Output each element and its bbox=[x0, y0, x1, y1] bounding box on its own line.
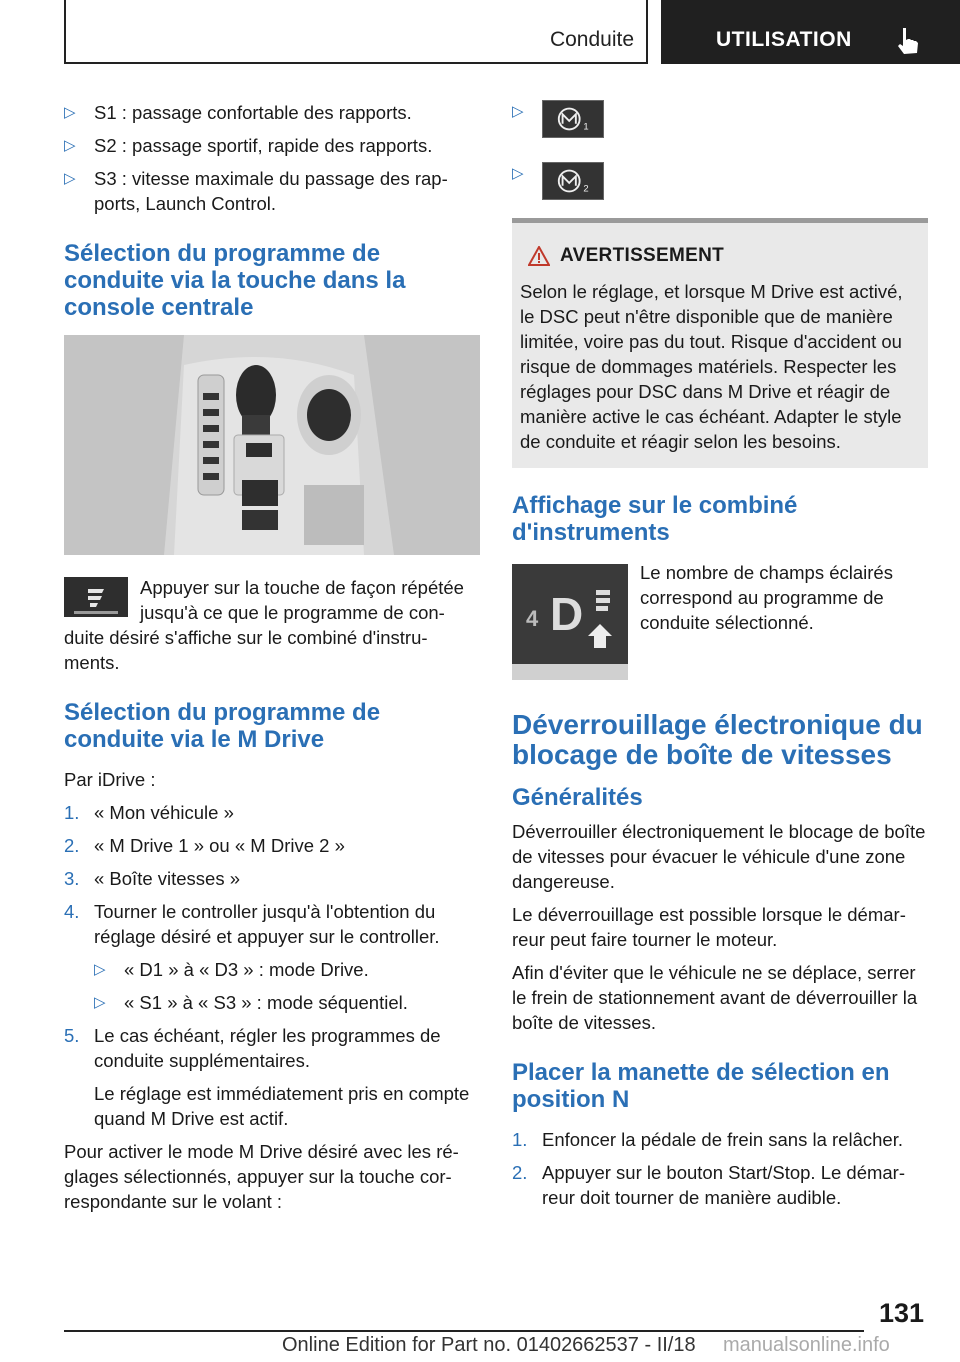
m1-button-row bbox=[512, 92, 928, 142]
warning-triangle-icon bbox=[528, 246, 550, 266]
step-item: 2. « M Drive 1 » ou « M Drive 2 » bbox=[64, 835, 345, 856]
general-paragraph: Déverrouiller électroniquement le blocage de boîte de vitesses pour évacuer le véhicule d'une zone dangereuse. bbox=[512, 821, 926, 892]
right-column bbox=[512, 100, 928, 1218]
step-continuation: Le réglage est immédiatement pris en compte quand M Drive est actif. bbox=[94, 1083, 470, 1129]
chapter-tab bbox=[661, 0, 960, 64]
step-item: 2. Appuyer sur le bouton Start/Stop. Le démar-reur doit tourner de manière audible. bbox=[512, 1162, 906, 1208]
m2-button-icon bbox=[542, 162, 604, 200]
heading-neutral-position: Placer la manette de sélection en position N bbox=[512, 1059, 890, 1113]
warning-text: Selon le réglage, et lorsque M Drive est activé, le DSC peut n'être disponible que de manière limitée, voire pas du tout. Risque d'accident ou risque de dommages matériels. Respecter les réglages pour DSC dans M Drive et réagir de manière active le cas échéant. Adapter le style de conduite et réagir selon les besoins. bbox=[520, 281, 903, 452]
sub-list-item: ▷ « D1 » à « D3 » : mode Drive. bbox=[94, 959, 369, 980]
center-console-photo bbox=[64, 335, 480, 555]
m2-button-row bbox=[512, 154, 928, 204]
triangle-bullet-icon: ▷ bbox=[64, 104, 76, 121]
warning-box bbox=[512, 218, 928, 468]
heading-console-selection: Sélection du programme de conduite via la touche dans la console centrale bbox=[64, 240, 406, 321]
heading-electronic-unlock: Déverrouillage électronique du blocage de boîte de vitesses bbox=[512, 709, 923, 770]
m1-button-icon bbox=[542, 100, 604, 138]
drive-mode-icon bbox=[64, 577, 128, 617]
svg-text:2: 2 bbox=[583, 183, 589, 195]
instrument-cluster-image bbox=[512, 564, 628, 680]
cluster-display-paragraph bbox=[512, 560, 928, 684]
footer-divider bbox=[64, 1330, 864, 1332]
svg-text:D: D bbox=[550, 588, 584, 640]
sub-list-item: ▷ « S1 » à « S3 » : mode séquentiel. bbox=[94, 992, 408, 1013]
left-column bbox=[64, 100, 480, 1222]
general-paragraph: Le déverrouillage est possible lorsque le démar-reur peut faire tourner le moteur. bbox=[512, 904, 906, 950]
heading-cluster-display: Affichage sur le combiné d'instruments bbox=[512, 492, 798, 546]
page-number: 131 bbox=[878, 1298, 924, 1328]
hand-pointer-icon bbox=[894, 26, 920, 56]
drive-mode-button-icon bbox=[64, 577, 128, 617]
triangle-bullet-icon: ▷ bbox=[512, 103, 524, 120]
general-paragraph: Afin d'éviter que le véhicule ne se déplace, serrer le frein de stationnement avant de déverrouiller la boîte de vitesses. bbox=[512, 962, 918, 1033]
step-item: 3. « Boîte vitesses » bbox=[64, 868, 241, 889]
svg-text:4: 4 bbox=[526, 606, 539, 631]
heading-mdrive-selection: Sélection du programme de conduite via le M Drive bbox=[64, 699, 381, 753]
step-item: 4. Tourner le controller jusqu'à l'obtention du réglage désiré et appuyer sur le controller. bbox=[64, 901, 440, 947]
list-item: ▷ S2 : passage sportif, rapide des rapports. bbox=[64, 135, 433, 156]
step-item: 5. Le cas échéant, régler les programmes de conduite supplémentaires. bbox=[64, 1025, 441, 1071]
edition-text: Online Edition for Part no. 01402662537 - II/18 bbox=[282, 1334, 696, 1356]
section-header-box bbox=[64, 0, 648, 64]
chapter-title: UTILISATION bbox=[716, 28, 852, 51]
step-item: 1. « Mon véhicule » bbox=[64, 802, 234, 823]
list-item: ▷ S1 : passage confortable des rapports. bbox=[64, 102, 412, 123]
list-item: ▷ S3 : vitesse maximale du passage des rap-ports, Launch Control. bbox=[64, 168, 448, 214]
cluster-display-text: Le nombre de champs éclairés correspond au programme de conduite sélectionné. bbox=[640, 562, 893, 633]
step-item: 1. Enfoncer la pédale de frein sans la relâcher. bbox=[512, 1129, 903, 1150]
section-title: Conduite bbox=[549, 28, 634, 51]
page-header bbox=[0, 0, 960, 66]
warning-title: AVERTISSEMENT bbox=[520, 243, 920, 269]
console-button-paragraph: Appuyer sur la touche de façon répétée jusqu'à ce que le programme de con-duite désiré s'affiche sur le combiné d'instru-ments. bbox=[64, 577, 464, 673]
triangle-bullet-icon: ▷ bbox=[64, 170, 76, 187]
idrive-intro: Par iDrive : bbox=[64, 769, 156, 790]
triangle-bullet-icon: ▷ bbox=[94, 961, 106, 978]
triangle-bullet-icon: ▷ bbox=[94, 994, 106, 1011]
svg-text:1: 1 bbox=[583, 121, 589, 133]
watermark-text: manualsonline.info bbox=[723, 1334, 890, 1356]
heading-general: Généralités bbox=[512, 784, 643, 811]
triangle-bullet-icon: ▷ bbox=[512, 165, 524, 182]
triangle-bullet-icon: ▷ bbox=[64, 137, 76, 154]
activate-paragraph: Pour activer le mode M Drive désiré avec les ré-glages sélectionnés, appuyer sur la touche cor-respondante sur le volant : bbox=[64, 1141, 459, 1212]
